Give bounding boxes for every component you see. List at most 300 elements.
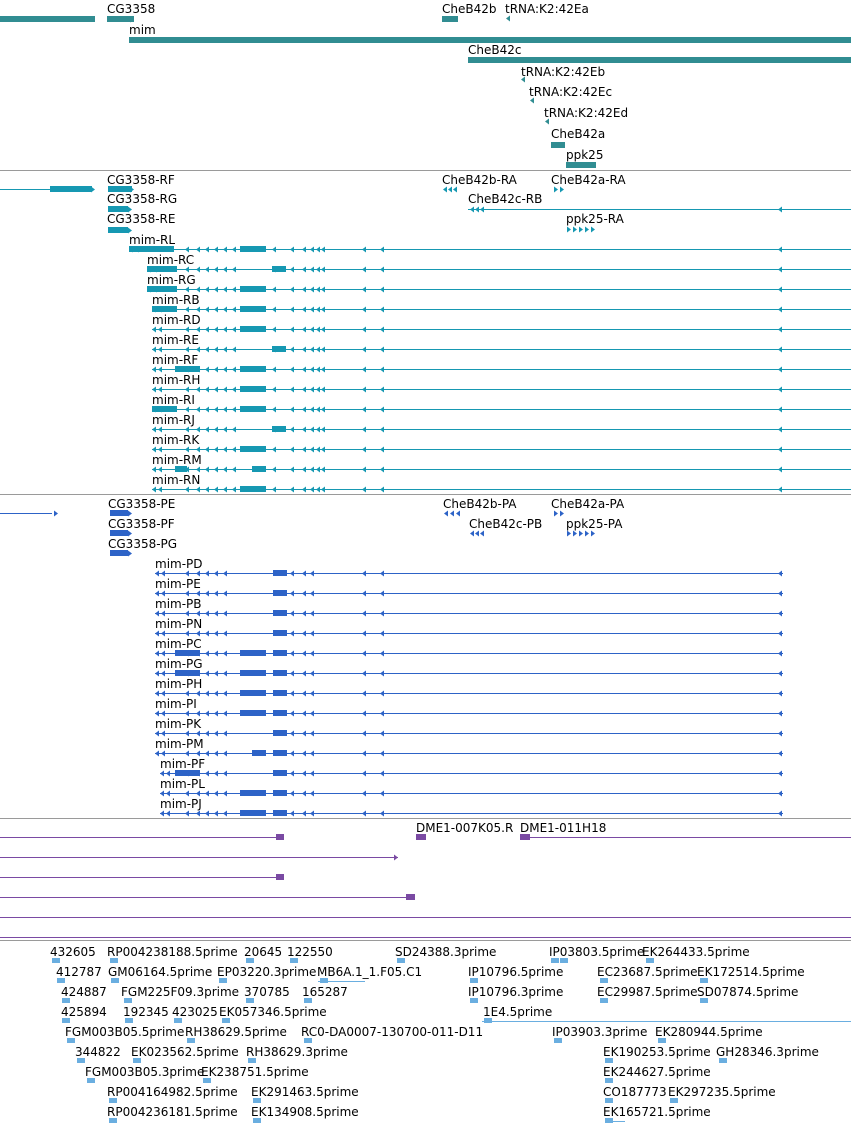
strand-arrow-left	[778, 247, 782, 253]
clone-label-dme1-007k05r[interactable]: DME1-007K05.R	[416, 821, 514, 835]
est-label-rh38629-5[interactable]: RH38629.5prime	[185, 1025, 287, 1039]
strand-arrow-left	[778, 591, 782, 597]
strand-arrow-left	[185, 247, 189, 253]
strand-arrow-left	[158, 387, 162, 393]
est-label-fgm003b05-3[interactable]: FGM003B05.3prime	[85, 1065, 205, 1079]
strand-arrow-left	[321, 367, 325, 373]
est-label-ek291463[interactable]: EK291463.5prime	[251, 1085, 359, 1099]
strand-arrow-left	[185, 611, 189, 617]
strand-arrow-left	[310, 347, 314, 353]
strand-arrow-left	[302, 791, 306, 797]
exon-block	[273, 630, 287, 636]
transcript-label-mim-rd[interactable]: mim-RD	[152, 313, 201, 327]
strand-arrow-left	[316, 467, 320, 473]
strand-arrow-right	[567, 227, 571, 233]
strand-arrow-left	[214, 631, 218, 637]
strand-arrow-left	[310, 591, 314, 597]
strand-arrow-left	[223, 811, 227, 817]
strand-arrow-left	[443, 187, 447, 193]
strand-arrow-left	[205, 367, 209, 373]
est-label-ec29987[interactable]: EC29987.5prime	[597, 985, 698, 999]
transcript-label-cheb42b-ra[interactable]: CheB42b-RA	[442, 173, 517, 187]
exon-block	[273, 790, 287, 796]
strand-arrow-left	[185, 447, 189, 453]
strand-arrow-left	[214, 347, 218, 353]
strand-arrow-left	[475, 531, 479, 537]
strand-arrow-left	[205, 611, 209, 617]
strand-arrow-left	[310, 287, 314, 293]
est-label-rh38629-3[interactable]: RH38629.3prime	[246, 1045, 348, 1059]
strand-arrow-left	[223, 347, 227, 353]
strand-arrow-left	[310, 307, 314, 313]
strand-arrow-left	[290, 367, 294, 373]
protein-label-mim-pn[interactable]: mim-PN	[155, 617, 203, 631]
strand-arrow-left	[185, 347, 189, 353]
strand-arrow-left	[205, 327, 209, 333]
protein-label-mim-pe[interactable]: mim-PE	[155, 577, 201, 591]
protein-label-mim-pi[interactable]: mim-PI	[155, 697, 197, 711]
strand-arrow-left	[778, 207, 782, 213]
strand-arrow-left	[380, 427, 384, 433]
strand-arrow-left	[380, 631, 384, 637]
strand-arrow-left	[155, 591, 159, 597]
strand-arrow-left	[380, 327, 384, 333]
exon-block	[240, 810, 266, 816]
strand-arrow-left	[272, 287, 276, 293]
est-label-rp004238188[interactable]: RP004238188.5prime	[107, 945, 238, 959]
exon-block	[240, 366, 266, 372]
strand-arrow-left	[205, 487, 209, 493]
transcript-label-mim-rc[interactable]: mim-RC	[147, 253, 195, 267]
strand-arrow-left	[160, 791, 164, 797]
strand-arrow-left	[223, 711, 227, 717]
est-label-ek238751[interactable]: EK238751.5prime	[201, 1065, 309, 1079]
strand-arrow-left	[196, 611, 200, 617]
est-label-ip10796-3[interactable]: IP10796.3prime	[468, 985, 564, 999]
strand-arrow-left	[310, 327, 314, 333]
gene-label-cg3358[interactable]: CG3358	[107, 2, 156, 16]
strand-arrow-left	[185, 711, 189, 717]
strand-arrow-left	[778, 711, 782, 717]
est-label-122550[interactable]: 122550	[287, 945, 333, 959]
strand-arrow-left	[223, 611, 227, 617]
strand-arrow-left	[161, 651, 165, 657]
strand-arrow-left	[160, 771, 164, 777]
strand-arrow-left	[152, 367, 156, 373]
exon-block	[50, 186, 92, 192]
est-label-ip03903[interactable]: IP03903.3prime	[552, 1025, 648, 1039]
strand-arrow-left	[232, 467, 236, 473]
strand-arrow-left	[310, 771, 314, 777]
est-label-432605[interactable]: 432605	[50, 945, 96, 959]
transcript-label-mim-rg[interactable]: mim-RG	[147, 273, 196, 287]
strand-arrow-right	[560, 187, 564, 193]
gene-label-trna-k2-42ed[interactable]: tRNA:K2:42Ed	[544, 106, 629, 120]
strand-arrow-left	[310, 731, 314, 737]
strand-arrow-left	[310, 611, 314, 617]
est-label-mb6a[interactable]: MB6A.1_1.F05.C1	[317, 965, 423, 979]
strand-arrow-left	[362, 751, 366, 757]
strand-arrow-left	[310, 791, 314, 797]
est-label-ek165721[interactable]: EK165721.5prime	[603, 1105, 711, 1119]
protein-label-mim-ph[interactable]: mim-PH	[155, 677, 203, 691]
est-label-ek280944[interactable]: EK280944.5prime	[655, 1025, 763, 1039]
strand-arrow-left	[290, 731, 294, 737]
strand-arrow-left	[316, 367, 320, 373]
est-label-192345[interactable]: 192345	[123, 1005, 169, 1019]
strand-arrow-left	[316, 347, 320, 353]
exon-block	[240, 650, 266, 656]
strand-arrow-left	[778, 367, 782, 373]
strand-arrow-left	[196, 751, 200, 757]
est-label-ek244627[interactable]: EK244627.5prime	[603, 1065, 711, 1079]
strand-arrow-left	[362, 611, 366, 617]
strand-arrow-left	[290, 651, 294, 657]
strand-arrow-left	[380, 347, 384, 353]
strand-arrow-left	[380, 651, 384, 657]
strand-arrow-left	[321, 267, 325, 273]
est-label-rp004164982[interactable]: RP004164982.5prime	[107, 1085, 238, 1099]
strand-arrow-right	[573, 227, 577, 233]
exon-block	[273, 730, 287, 736]
strand-arrow-left	[196, 247, 200, 253]
strand-arrow-left	[362, 771, 366, 777]
transcript-label-cg3358-re[interactable]: CG3358-RE	[107, 212, 176, 226]
protein-label-cg3358-pg[interactable]: CG3358-PG	[108, 537, 178, 551]
strand-arrow-left	[205, 267, 209, 273]
exon-block	[273, 750, 287, 756]
strand-arrow-left	[302, 731, 306, 737]
strand-arrow-left	[778, 571, 782, 577]
clone-label-dme1-011h18[interactable]: DME1-011H18	[520, 821, 607, 835]
strand-arrow-left	[290, 287, 294, 293]
strand-arrow-left	[161, 711, 165, 717]
strand-arrow-left	[480, 531, 484, 537]
strand-arrow-left	[185, 631, 189, 637]
strand-arrow-left	[362, 691, 366, 697]
est-label-ek264433[interactable]: EK264433.5prime	[642, 945, 750, 959]
strand-arrow-left	[310, 487, 314, 493]
est-label-ek023562[interactable]: EK023562.5prime	[131, 1045, 239, 1059]
strand-arrow-left	[302, 347, 306, 353]
est-label-1e4[interactable]: 1E4.5prime	[483, 1005, 553, 1019]
strand-arrow-left	[362, 247, 366, 253]
strand-arrow-left	[310, 267, 314, 273]
strand-arrow-right	[554, 187, 558, 193]
strand-arrow-left	[223, 307, 227, 313]
strand-arrow-left	[290, 487, 294, 493]
strand-arrow-left	[214, 487, 218, 493]
strand-arrow-left	[290, 591, 294, 597]
strand-arrow-left	[290, 307, 294, 313]
strand-arrow-left	[152, 467, 156, 473]
protein-label-mim-pl[interactable]: mim-PL	[160, 777, 205, 791]
strand-arrow-left	[161, 591, 165, 597]
transcript-label-cg3358-rf[interactable]: CG3358-RF	[107, 173, 175, 187]
exon-block	[273, 650, 287, 656]
strand-arrow-left	[778, 671, 782, 677]
transcript-label-mim-rb[interactable]: mim-RB	[152, 293, 200, 307]
est-label-rp004236181[interactable]: RP004236181.5prime	[107, 1105, 238, 1119]
strand-arrow-left	[290, 711, 294, 717]
strand-arrow-left	[316, 447, 320, 453]
strand-arrow-left	[223, 387, 227, 393]
est-label-423025[interactable]: 423025	[172, 1005, 218, 1019]
strand-arrow-left	[302, 771, 306, 777]
strand-arrow-left	[232, 447, 236, 453]
strand-arrow-left	[302, 811, 306, 817]
strand-arrow-left	[380, 467, 384, 473]
transcript-label-mim-ri[interactable]: mim-RI	[152, 393, 195, 407]
strand-arrow-left	[214, 691, 218, 697]
strand-arrow-left	[380, 387, 384, 393]
strand-arrow-left	[778, 811, 782, 817]
strand-arrow-left	[778, 611, 782, 617]
strand-arrow-left	[214, 791, 218, 797]
transcript-label-cheb42c-rb[interactable]: CheB42c-RB	[468, 192, 543, 206]
strand-arrow-left	[205, 671, 209, 677]
strand-arrow-left	[152, 487, 156, 493]
clone-block	[406, 894, 415, 900]
est-label-ek297235[interactable]: EK297235.5prime	[668, 1085, 776, 1099]
transcript-label-cheb42a-ra[interactable]: CheB42a-RA	[551, 173, 626, 187]
strand-arrow-left	[185, 731, 189, 737]
strand-arrow-left	[214, 651, 218, 657]
strand-arrow-left	[185, 307, 189, 313]
est-label-ep03220[interactable]: EP03220.3prime	[217, 965, 317, 979]
strand-arrow-right	[585, 531, 589, 537]
strand-arrow-left	[214, 611, 218, 617]
strand-arrow-left	[778, 267, 782, 273]
transcript-label-mim-rj[interactable]: mim-RJ	[152, 413, 195, 427]
strand-arrow-left	[380, 751, 384, 757]
est-label-gm06164[interactable]: GM06164.5prime	[108, 965, 213, 979]
strand-arrow-left	[778, 467, 782, 473]
strand-arrow-left	[152, 427, 156, 433]
est-label-424887[interactable]: 424887	[61, 985, 107, 999]
transcript-label-mim-rn[interactable]: mim-RN	[152, 473, 201, 487]
strand-arrow-left	[448, 187, 452, 193]
protein-label-mim-pm[interactable]: mim-PM	[155, 737, 204, 751]
strand-arrow-left	[380, 791, 384, 797]
strand-arrow-left	[214, 367, 218, 373]
protein-label-mim-pk[interactable]: mim-PK	[155, 717, 202, 731]
strand-arrow-left	[778, 387, 782, 393]
strand-arrow-left	[223, 731, 227, 737]
strand-arrow-left	[196, 691, 200, 697]
transcript-label-mim-rh[interactable]: mim-RH	[152, 373, 201, 387]
strand-arrow-left	[778, 487, 782, 493]
strand-arrow-left	[223, 467, 227, 473]
protein-label-mim-pf[interactable]: mim-PF	[160, 757, 206, 771]
strand-arrow-left	[506, 16, 510, 22]
gene-label-cheb42c[interactable]: CheB42c	[468, 43, 522, 57]
strand-arrow-left	[196, 711, 200, 717]
strand-arrow-left	[185, 691, 189, 697]
transcript-label-mim-rl[interactable]: mim-RL	[129, 233, 176, 247]
strand-arrow-left	[290, 247, 294, 253]
strand-arrow-left	[362, 407, 366, 413]
strand-arrow-left	[272, 367, 276, 373]
protein-label-mim-pg[interactable]: mim-PG	[155, 657, 203, 671]
strand-arrow-left	[196, 467, 200, 473]
transcript-label-mim-rf[interactable]: mim-RF	[152, 353, 199, 367]
est-label-rc0[interactable]: RC0-DA0007-130700-011-D11	[301, 1025, 484, 1039]
transcript-label-mim-rk[interactable]: mim-RK	[152, 433, 200, 447]
strand-arrow-left	[362, 427, 366, 433]
strand-arrow-left	[321, 427, 325, 433]
strand-arrow-left	[185, 791, 189, 797]
est-label-370785[interactable]: 370785	[244, 985, 290, 999]
strand-arrow-left	[321, 447, 325, 453]
est-label-ip10796-5[interactable]: IP10796.5prime	[468, 965, 564, 979]
strand-arrow-left	[205, 791, 209, 797]
strand-arrow-left	[778, 307, 782, 313]
strand-arrow-left	[214, 287, 218, 293]
strand-arrow-left	[778, 631, 782, 637]
exon-block	[273, 590, 287, 596]
strand-arrow-left	[302, 751, 306, 757]
protein-label-ppk25-pa[interactable]: ppk25-PA	[566, 517, 623, 531]
protein-label-cheb42c-pb[interactable]: CheB42c-PB	[469, 517, 543, 531]
strand-arrow-left	[214, 571, 218, 577]
gene-label-trna-k2-42ec[interactable]: tRNA:K2:42Ec	[529, 85, 613, 99]
est-label-412787[interactable]: 412787	[56, 965, 102, 979]
strand-arrow-left	[778, 447, 782, 453]
strand-arrow-left	[362, 671, 366, 677]
strand-arrow-left	[205, 771, 209, 777]
strand-arrow-left	[185, 407, 189, 413]
strand-arrow-left	[290, 447, 294, 453]
est-label-165287[interactable]: 165287	[302, 985, 348, 999]
strand-arrow-left	[155, 571, 159, 577]
strand-arrow-left	[310, 387, 314, 393]
strand-arrow-left	[290, 347, 294, 353]
gene-label-mim[interactable]: mim	[129, 23, 156, 37]
strand-arrow-left	[232, 247, 236, 253]
strand-arrow-left	[232, 327, 236, 333]
est-label-fgm003b05-5[interactable]: FGM003B05.5prime	[65, 1025, 185, 1039]
gene-label-cheb42a[interactable]: CheB42a	[551, 127, 606, 141]
strand-arrow-left	[778, 651, 782, 657]
strand-arrow-left	[302, 571, 306, 577]
strand-arrow-left	[302, 427, 306, 433]
strand-arrow-left	[362, 447, 366, 453]
exon-block	[273, 570, 287, 576]
strand-arrow-left	[155, 671, 159, 677]
strand-arrow-left	[223, 751, 227, 757]
strand-arrow-left	[321, 307, 325, 313]
transcript-label-ppk25-ra[interactable]: ppk25-RA	[566, 212, 624, 226]
strand-arrow-left	[470, 531, 474, 537]
strand-arrow-right	[128, 551, 132, 557]
est-label-ek172514[interactable]: EK172514.5prime	[697, 965, 805, 979]
est-label-ek190253[interactable]: EK190253.5prime	[603, 1045, 711, 1059]
strand-arrow-left	[470, 207, 474, 213]
gene-label-trna-k2-42eb[interactable]: tRNA:K2:42Eb	[521, 65, 606, 79]
gene-label-ppk25[interactable]: ppk25	[566, 148, 604, 162]
strand-arrow-left	[380, 447, 384, 453]
exon-block	[240, 386, 266, 392]
exon-block	[273, 810, 287, 816]
strand-arrow-left	[310, 247, 314, 253]
strand-arrow-left	[290, 327, 294, 333]
strand-arrow-left	[205, 447, 209, 453]
protein-label-mim-pb[interactable]: mim-PB	[155, 597, 202, 611]
protein-label-mim-pd[interactable]: mim-PD	[155, 557, 203, 571]
strand-arrow-left	[155, 631, 159, 637]
est-label-ip03803[interactable]: IP03803.5prime	[549, 945, 645, 959]
strand-arrow-left	[205, 247, 209, 253]
strand-arrow-left	[232, 287, 236, 293]
strand-arrow-left	[152, 347, 156, 353]
protein-label-cg3358-pe[interactable]: CG3358-PE	[108, 497, 176, 511]
strand-arrow-left	[155, 731, 159, 737]
strand-arrow-left	[321, 247, 325, 253]
est-label-sd24388[interactable]: SD24388.3prime	[395, 945, 497, 959]
strand-arrow-left	[290, 387, 294, 393]
est-label-344822[interactable]: 344822	[75, 1045, 121, 1059]
exon-block	[240, 246, 266, 252]
est-label-20645[interactable]: 20645	[244, 945, 283, 959]
strand-arrow-left	[205, 287, 209, 293]
strand-arrow-left	[196, 307, 200, 313]
transcript-label-cg3358-rg[interactable]: CG3358-RG	[107, 192, 178, 206]
strand-arrow-left	[196, 387, 200, 393]
strand-arrow-left	[362, 711, 366, 717]
protein-label-mim-pc[interactable]: mim-PC	[155, 637, 202, 651]
strand-arrow-left	[290, 467, 294, 473]
strand-arrow-left	[290, 771, 294, 777]
est-label-co187773[interactable]: CO187773	[603, 1085, 667, 1099]
est-label-425894[interactable]: 425894	[61, 1005, 107, 1019]
est-label-ek057346[interactable]: EK057346.5prime	[219, 1005, 327, 1019]
est-label-ek134908[interactable]: EK134908.5prime	[251, 1105, 359, 1119]
strand-arrow-left	[290, 427, 294, 433]
strand-arrow-left	[232, 427, 236, 433]
est-label-ec23687[interactable]: EC23687.5prime	[597, 965, 698, 979]
strand-arrow-left	[310, 631, 314, 637]
strand-arrow-left	[161, 631, 165, 637]
est-label-fgm225f09[interactable]: FGM225F09.3prime	[121, 985, 240, 999]
strand-arrow-right	[591, 227, 595, 233]
strand-arrow-left	[223, 367, 227, 373]
strand-arrow-left	[362, 571, 366, 577]
strand-arrow-left	[302, 367, 306, 373]
protein-label-cg3358-pf[interactable]: CG3358-PF	[108, 517, 175, 531]
protein-label-mim-pj[interactable]: mim-PJ	[160, 797, 202, 811]
strand-arrow-left	[158, 467, 162, 473]
exon-block	[240, 710, 266, 716]
protein-label-cheb42b-pa[interactable]: CheB42b-PA	[443, 497, 517, 511]
est-label-sd07874[interactable]: SD07874.5prime	[697, 985, 799, 999]
protein-label-cheb42a-pa[interactable]: CheB42a-PA	[551, 497, 625, 511]
exon-block	[240, 690, 266, 696]
strand-arrow-right	[591, 531, 595, 537]
transcript-label-mim-re[interactable]: mim-RE	[152, 333, 199, 347]
strand-arrow-left	[444, 511, 448, 517]
strand-arrow-left	[321, 407, 325, 413]
gene-label-trna-k2-42ea[interactable]: tRNA:K2:42Ea	[505, 2, 589, 16]
strand-arrow-left	[316, 247, 320, 253]
transcript-label-mim-rm[interactable]: mim-RM	[152, 453, 202, 467]
gene-block	[0, 16, 95, 22]
strand-arrow-left	[310, 467, 314, 473]
est-label-gh28346[interactable]: GH28346.3prime	[716, 1045, 819, 1059]
gene-label-cheb42b[interactable]: CheB42b	[442, 2, 497, 16]
strand-arrow-left	[302, 671, 306, 677]
strand-arrow-left	[185, 591, 189, 597]
